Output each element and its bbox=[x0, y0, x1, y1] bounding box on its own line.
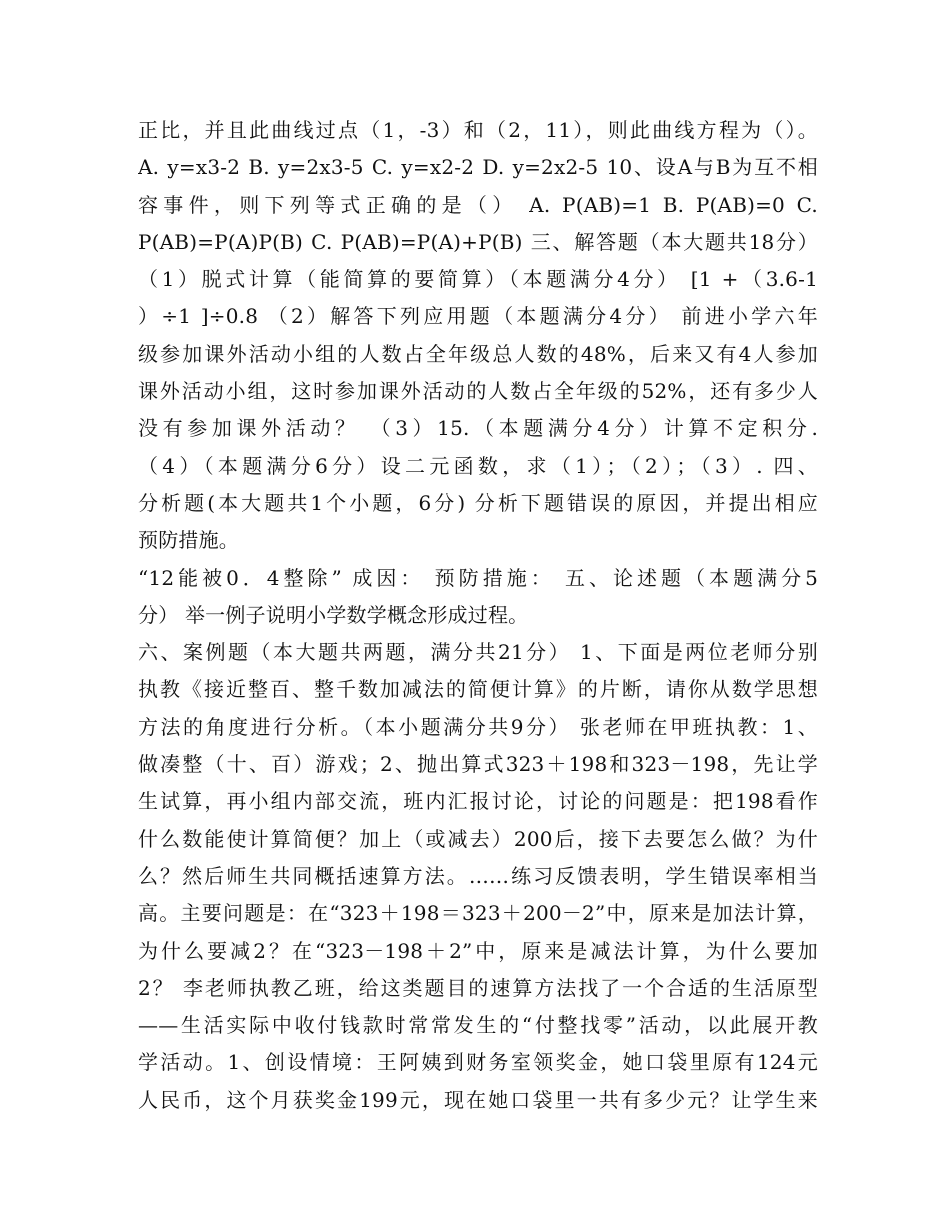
text-line: P(AB)=P(A)P(B) C. P(AB)=P(A)+P(B) 三、解答题（本大题共18分） bbox=[138, 229, 818, 254]
document-body-text bbox=[138, 112, 818, 1119]
text-line: 做凑整（十、百）游戏；2、抛出算式323＋198和323－198，先让学 bbox=[138, 752, 818, 777]
text-line: 没有参加课外活动？ （3）15.（本题满分4分）计算不定积分. bbox=[138, 416, 818, 441]
text-line: 预防措施。 bbox=[138, 528, 239, 553]
text-line: 为什么要减2？在“323－198＋2”中，原来是减法计算，为什么要加 bbox=[138, 938, 818, 963]
text-line: 级参加课外活动小组的人数占全年级总人数的48%，后来又有4人参加 bbox=[138, 341, 818, 366]
text-line: ——生活实际中收付钱款时常常发生的“付整找零”活动，以此展开教 bbox=[138, 1013, 818, 1038]
text-line: 容事件，则下列等式正确的是（） A. P(AB)=1 B. P(AB)=0 C. bbox=[138, 192, 818, 217]
text-line: ）÷1 ]÷0.8 （2）解答下列应用题（本题满分4分） 前进小学六年 bbox=[138, 304, 818, 329]
text-line: 人民币，这个月获奖金199元，现在她口袋里一共有多少元？让学生来 bbox=[138, 1087, 818, 1112]
text-line: 高。主要问题是：在“323＋198＝323＋200－2”中，原来是加法计算， bbox=[138, 901, 818, 926]
text-line: A. y=x3-2 B. y=2x3-5 C. y=x2-2 D. y=2x2-5 10、设A与B为互不相 bbox=[138, 155, 818, 180]
text-line: 2？ 李老师执教乙班，给这类题目的速算方法找了一个合适的生活原型 bbox=[138, 975, 818, 1000]
text-line: 课外活动小组，这时参加课外活动的人数占全年级的52%，还有多少人 bbox=[138, 379, 818, 404]
text-line: 么？然后师生共同概括速算方法。……练习反馈表明，学生错误率相当 bbox=[138, 863, 818, 888]
text-line: 什么数能使计算简便？加上（或减去）200后，接下去要怎么做？为什 bbox=[138, 826, 818, 851]
text-line: 生试算，再小组内部交流，班内汇报讨论，讨论的问题是：把198看作 bbox=[138, 789, 818, 814]
text-line: （1）脱式计算（能简算的要简算）（本题满分4分） [1 +（3.6-1 bbox=[138, 267, 818, 292]
text-line: 分） 举一例子说明小学数学概念形成过程。 bbox=[138, 602, 529, 627]
text-line: 六、案例题（本大题共两题，满分共21分） 1、下面是两位老师分别 bbox=[138, 640, 818, 665]
text-line: 分析题(本大题共1个小题，6分) 分析下题错误的原因，并提出相应 bbox=[138, 490, 818, 515]
text-line: （4）（本题满分6分）设二元函数，求（1）；（2）；（3）. 四、 bbox=[138, 453, 818, 478]
text-line: 学活动。1、创设情境：王阿姨到财务室领奖金，她口袋里原有124元 bbox=[138, 1050, 818, 1075]
text-line: 正比，并且此曲线过点（1，-3）和（2，11），则此曲线方程为（）。 bbox=[138, 118, 818, 142]
text-line: “12能被0．4整除” 成因： 预防措施： 五、论述题（本题满分5 bbox=[138, 565, 818, 590]
text-line: 执教《接近整百、整千数加减法的简便计算》的片断，请你从数学思想 bbox=[138, 677, 818, 702]
text-line: 方法的角度进行分析。（本小题满分共9分） 张老师在甲班执教：1、 bbox=[138, 714, 818, 739]
